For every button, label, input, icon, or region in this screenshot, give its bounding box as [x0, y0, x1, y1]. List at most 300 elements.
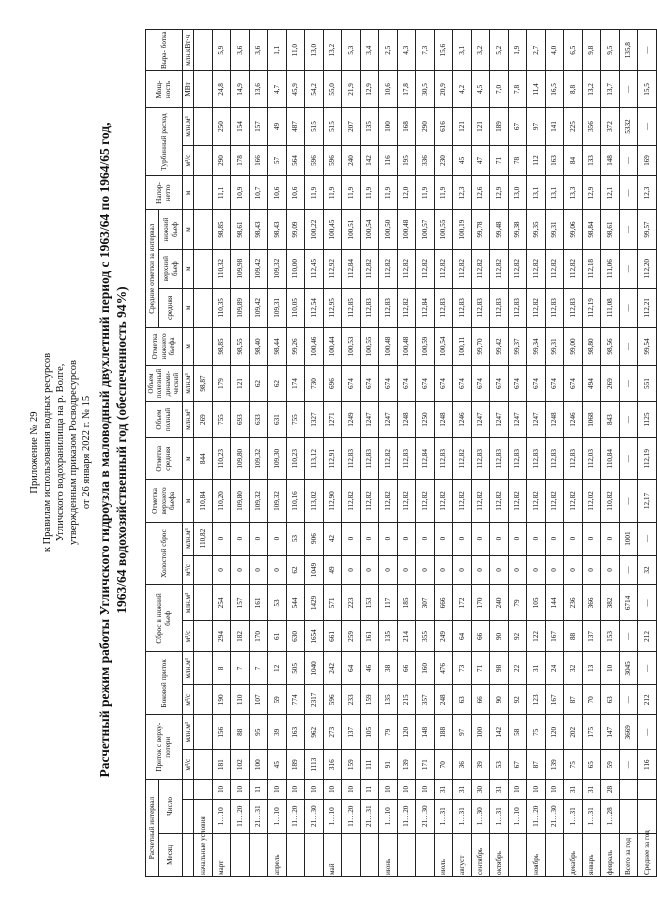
table-cell: 172: [453, 585, 472, 621]
table-cell: [194, 750, 213, 780]
table-cell: 9,5: [601, 30, 620, 71]
table-cell: 120: [397, 715, 416, 750]
table-cell: 515: [305, 108, 324, 145]
table-cell: 181: [212, 750, 231, 780]
table-body: [194, 30, 657, 877]
table-cell: 674: [471, 366, 490, 402]
table-cell: 3045: [619, 652, 638, 685]
table-row: [194, 30, 213, 877]
table-cell: 63: [453, 685, 472, 715]
table-cell: 135: [379, 685, 398, 715]
table-cell: 355: [416, 621, 435, 652]
table-cell: 112,83: [564, 438, 583, 480]
table-cell: 14,9: [231, 71, 250, 108]
table-cell: 15,5: [638, 71, 657, 108]
appendix-line: Угличского водохранилища на р. Волге,: [55, 363, 66, 542]
table-cell: 71: [471, 652, 490, 685]
unit-cell: м: [182, 176, 193, 210]
table-cell: 110,84: [194, 480, 213, 522]
table-cell: 0: [564, 555, 583, 585]
table-cell: 195: [397, 145, 416, 176]
table-cell: 112,82: [545, 480, 564, 522]
table-cell: 112,83: [342, 438, 361, 480]
table-cell: 112,18: [582, 249, 601, 288]
table-cell: 249: [434, 621, 453, 652]
table-cell: 49: [323, 555, 342, 585]
table-cell: 225: [564, 108, 583, 145]
appendix-line: к Правилам использования водных ресурсов: [42, 352, 53, 553]
unit-cell: млн.м³: [182, 402, 193, 438]
table-cell: 110: [231, 685, 250, 715]
table-cell: 11…20: [342, 799, 361, 833]
table-cell: 248: [434, 685, 453, 715]
table-cell: 157: [249, 108, 268, 145]
table-cell: 78: [508, 145, 527, 176]
table-cell: 28: [601, 780, 620, 800]
table-cell: 307: [416, 585, 435, 621]
table-cell: 551: [638, 366, 657, 402]
document-title: [96, 35, 130, 865]
table-cell: 166: [249, 145, 268, 176]
table-cell: 100,44: [323, 327, 342, 365]
table-row: [545, 30, 564, 877]
title-line: 1963/64 водохозяйственный год (обеспеченность 94%): [114, 286, 129, 614]
table-cell: —: [619, 210, 638, 249]
table-cell: 59: [268, 685, 287, 715]
table-cell: 112,82: [397, 249, 416, 288]
table-cell: 112,54: [305, 288, 324, 327]
table-cell: 11…20: [286, 799, 305, 833]
table-cell: 112,83: [564, 288, 583, 327]
table-cell: 188: [434, 715, 453, 750]
unit-cell: [182, 780, 193, 800]
table-cell: 97: [527, 108, 546, 145]
table-cell: 112,85: [342, 288, 361, 327]
table-cell: 5,3: [342, 30, 361, 71]
table-cell: 98,61: [601, 210, 620, 249]
table-cell: 154: [231, 108, 250, 145]
table-cell: [545, 833, 564, 876]
table-cell: 112,82: [564, 480, 583, 522]
table-cell: 64: [453, 621, 472, 652]
table-cell: 8: [212, 652, 231, 685]
table-cell: 112,84: [416, 288, 435, 327]
table-cell: 631: [268, 402, 287, 438]
table-cell: 112,83: [545, 438, 564, 480]
header-avg-level: Отметка средняя: [146, 438, 183, 480]
table-cell: 12,17: [638, 480, 657, 522]
table-cell: 290: [212, 145, 231, 176]
table-cell: 269: [601, 366, 620, 402]
table-cell: 112,03: [582, 438, 601, 480]
table-cell: 112,82: [379, 438, 398, 480]
header-interval: Расчетный интервал: [146, 780, 159, 877]
header-energy: Выра- ботка: [146, 30, 183, 71]
table-cell: 214: [397, 621, 416, 652]
table-cell: 4,3: [397, 30, 416, 71]
unit-cell: млн.кВт·ч: [182, 30, 193, 71]
table-cell: 21…30: [545, 799, 564, 833]
unit-cell: млн.м³: [182, 522, 193, 555]
table-cell: 3,6: [249, 30, 268, 71]
table-cell: 11,9: [342, 176, 361, 210]
table-cell: 596: [323, 145, 342, 176]
table-cell: —: [619, 366, 638, 402]
table-cell: 45: [453, 145, 472, 176]
table-cell: 1249: [342, 402, 361, 438]
table-cell: 674: [490, 366, 509, 402]
table-cell: [508, 833, 527, 876]
table-row: [508, 30, 527, 877]
table-row: [619, 30, 638, 877]
table-cell: 112,82: [360, 249, 379, 288]
table-cell: —: [638, 715, 657, 750]
table-cell: —: [619, 176, 638, 210]
table-cell: 4,0: [545, 30, 564, 71]
table-cell: 487: [286, 108, 305, 145]
table-cell: май: [323, 833, 342, 876]
table-cell: сентябрь: [471, 833, 490, 876]
table-cell: 100: [471, 715, 490, 750]
table-cell: [397, 833, 416, 876]
table-cell: 0: [582, 555, 601, 585]
table-cell: 906: [305, 522, 324, 555]
table-cell: 135: [360, 108, 379, 145]
table-cell: 99,54: [638, 327, 657, 365]
table-cell: 87: [564, 685, 583, 715]
table-row: [305, 30, 324, 877]
table-cell: 99,42: [490, 327, 509, 365]
table-cell: 0: [397, 555, 416, 585]
appendix-header: [28, 0, 93, 905]
table-cell: 112,83: [471, 288, 490, 327]
table-cell: 494: [582, 366, 601, 402]
table-cell: 13,3: [564, 176, 583, 210]
table-cell: март: [212, 833, 231, 876]
table-cell: [194, 108, 213, 145]
table-cell: 1654: [305, 621, 324, 652]
table-cell: 148: [416, 715, 435, 750]
table-cell: 336: [416, 145, 435, 176]
unit-cell: МВт: [182, 71, 193, 108]
table-cell: 105: [360, 715, 379, 750]
table-cell: 112,82: [434, 480, 453, 522]
table-cell: 99,09: [286, 210, 305, 249]
table-cell: 1247: [379, 402, 398, 438]
table-cell: 233: [342, 685, 361, 715]
table-cell: 1068: [582, 402, 601, 438]
table-cell: 112,84: [342, 249, 361, 288]
table-cell: —: [619, 480, 638, 522]
table-cell: 112,82: [416, 480, 435, 522]
table-row: [379, 30, 398, 877]
table-cell: август: [453, 833, 472, 876]
table-cell: 112,83: [471, 438, 490, 480]
table-cell: 1248: [397, 402, 416, 438]
table-cell: 123: [527, 685, 546, 715]
table-cell: 223: [342, 585, 361, 621]
table-cell: 212: [638, 621, 657, 652]
appendix-line: от 26 января 2022 г. № 15: [81, 395, 92, 510]
table-cell: 141: [545, 108, 564, 145]
table-cell: 24: [545, 652, 564, 685]
table-cell: 99,78: [471, 210, 490, 249]
table-row: [527, 30, 546, 877]
table-cell: 36: [453, 750, 472, 780]
table-cell: 0: [360, 522, 379, 555]
table-cell: 112,82: [564, 249, 583, 288]
table-cell: 0: [379, 555, 398, 585]
table-cell: 112,20: [638, 249, 657, 288]
table-cell: 110,16: [286, 480, 305, 522]
table-cell: 10,6: [268, 176, 287, 210]
table-cell: 1248: [545, 402, 564, 438]
table-cell: 111,06: [601, 249, 620, 288]
table-cell: 674: [564, 366, 583, 402]
table-cell: 7,8: [508, 71, 527, 108]
table-row: [471, 30, 490, 877]
table-cell: 161: [249, 585, 268, 621]
table-cell: 61: [268, 621, 287, 652]
table-row: [286, 30, 305, 877]
table-cell: 100,54: [434, 327, 453, 365]
table-cell: 0: [231, 522, 250, 555]
unit-cell: млн.м³: [182, 108, 193, 145]
table-cell: 1001: [619, 522, 638, 555]
table-cell: 12,9: [360, 71, 379, 108]
table-cell: 372: [601, 108, 620, 145]
table-cell: 73: [453, 652, 472, 685]
table-row: [601, 30, 620, 877]
table-cell: 515: [323, 108, 342, 145]
table-cell: 98,85: [212, 327, 231, 365]
table-cell: 250: [212, 108, 231, 145]
table-cell: 99,31: [545, 327, 564, 365]
table-cell: 32: [564, 652, 583, 685]
table-cell: 4,7: [268, 71, 287, 108]
table-cell: 160: [416, 652, 435, 685]
table-cell: —: [619, 327, 638, 365]
table-cell: 10: [416, 780, 435, 800]
table-cell: —: [619, 249, 638, 288]
table-cell: 0: [545, 555, 564, 585]
table-cell: 66: [397, 652, 416, 685]
table-cell: 674: [379, 366, 398, 402]
table-cell: 5332: [619, 108, 638, 145]
table-cell: 12,9: [490, 176, 509, 210]
table-cell: 55,0: [323, 71, 342, 108]
table-cell: 92: [508, 621, 527, 652]
table-cell: 49: [268, 108, 287, 145]
table-cell: —: [619, 621, 638, 652]
table-cell: 13,0: [305, 30, 324, 71]
table-cell: октябрь: [490, 833, 509, 876]
table-cell: 240: [490, 585, 509, 621]
table-cell: [194, 249, 213, 288]
table-cell: 112,90: [323, 480, 342, 522]
table-cell: 100,11: [453, 327, 472, 365]
table-cell: —: [619, 685, 638, 715]
table-cell: 65: [582, 750, 601, 780]
table-cell: 156: [212, 715, 231, 750]
table-cell: 564: [286, 145, 305, 176]
table-cell: 674: [342, 366, 361, 402]
table-cell: [194, 780, 213, 800]
table-cell: 121: [471, 108, 490, 145]
table-cell: 122: [527, 621, 546, 652]
table-cell: 100,55: [360, 327, 379, 365]
table-cell: 0: [508, 522, 527, 555]
header-avg: средняя: [159, 288, 182, 327]
table-cell: 121: [231, 366, 250, 402]
table-row: [434, 30, 453, 877]
table-cell: 99,37: [508, 327, 527, 365]
table-cell: 109,32: [249, 480, 268, 522]
table-cell: 544: [286, 585, 305, 621]
table-cell: 189: [286, 750, 305, 780]
table-cell: 112,82: [453, 480, 472, 522]
table-cell: 21…30: [416, 799, 435, 833]
table-cell: 98,61: [231, 210, 250, 249]
table-cell: 92: [508, 685, 527, 715]
table-row: [231, 30, 250, 877]
table-cell: 215: [397, 685, 416, 715]
table-cell: 755: [212, 402, 231, 438]
table-cell: 100,19: [453, 210, 472, 249]
table-cell: 269: [194, 402, 213, 438]
table-cell: 2,7: [527, 30, 546, 71]
table-cell: 0: [564, 522, 583, 555]
table-cell: 674: [545, 366, 564, 402]
table-cell: 11,9: [323, 176, 342, 210]
table-cell: 10,7: [249, 176, 268, 210]
table-cell: 202: [564, 715, 583, 750]
table-cell: 30,5: [416, 71, 435, 108]
table-cell: 95: [249, 715, 268, 750]
table-cell: июнь: [379, 833, 398, 876]
table-cell: 100,51: [342, 210, 361, 249]
table-cell: 112,82: [397, 288, 416, 327]
table-cell: 0: [268, 522, 287, 555]
table-cell: 163: [545, 145, 564, 176]
table-cell: 1247: [508, 402, 527, 438]
table-cell: 21…30: [305, 799, 324, 833]
table-cell: [416, 833, 435, 876]
title-line: Расчетный режим работы Угличского гидроузла в маловодный двухлетний период с 1963/64 по 1964/65 год,: [97, 122, 112, 778]
table-cell: 109,42: [249, 288, 268, 327]
table-cell: 112,19: [638, 438, 657, 480]
table-cell: 174: [286, 366, 305, 402]
table-cell: 1…31: [434, 799, 453, 833]
table-cell: 3,4: [360, 30, 379, 71]
table-cell: 0: [490, 555, 509, 585]
table-cell: 99,31: [545, 210, 564, 249]
table-cell: 10,6: [286, 176, 305, 210]
table-row: [638, 30, 657, 877]
unit-cell: [182, 799, 193, 833]
table-cell: 0: [342, 522, 361, 555]
table-cell: 1327: [305, 402, 324, 438]
table-cell: 10: [508, 780, 527, 800]
table-cell: 11,4: [527, 71, 546, 108]
table-cell: 112,91: [323, 438, 342, 480]
table-cell: 0: [249, 555, 268, 585]
table-cell: 109,89: [231, 288, 250, 327]
table-cell: 1246: [564, 402, 583, 438]
table-cell: 0: [434, 555, 453, 585]
table-cell: 109,30: [268, 438, 287, 480]
table-cell: 230: [434, 145, 453, 176]
table-cell: 13,2: [582, 71, 601, 108]
table-cell: 169: [638, 145, 657, 176]
table-cell: 476: [434, 652, 453, 685]
table-cell: 98,55: [231, 327, 250, 365]
table-cell: 10: [379, 780, 398, 800]
table-cell: 112,83: [527, 438, 546, 480]
table-cell: 159: [342, 750, 361, 780]
table-cell: 571: [323, 585, 342, 621]
table-cell: 112,84: [416, 438, 435, 480]
table-cell: 99,35: [527, 210, 546, 249]
table-cell: 113,12: [305, 438, 324, 480]
table-cell: 0: [471, 555, 490, 585]
table-cell: 98,43: [249, 210, 268, 249]
table-cell: 98,85: [212, 210, 231, 249]
table-cell: 12,0: [397, 176, 416, 210]
table-cell: 0: [342, 555, 361, 585]
table-cell: 112,82: [453, 249, 472, 288]
table-cell: 1…31: [564, 799, 583, 833]
table-cell: 117: [379, 585, 398, 621]
table-cell: 596: [305, 145, 324, 176]
table-cell: 112,82: [453, 438, 472, 480]
table-cell: 70: [582, 685, 601, 715]
header-discharge: Сброс в нижний бьеф: [146, 585, 183, 652]
table-cell: 46: [360, 652, 379, 685]
table-cell: 53: [268, 585, 287, 621]
table-cell: февраль: [601, 833, 620, 876]
table-cell: 112,83: [490, 438, 509, 480]
table-row: [397, 30, 416, 877]
table-cell: 0: [231, 555, 250, 585]
table-cell: 1429: [305, 585, 324, 621]
table-cell: 774: [286, 685, 305, 715]
regime-table: [145, 29, 657, 877]
table-cell: 259: [342, 621, 361, 652]
table-cell: 159: [360, 685, 379, 715]
table-cell: 110,05: [286, 288, 305, 327]
table-cell: 112: [527, 145, 546, 176]
table-cell: 112,82: [471, 249, 490, 288]
table-cell: 111: [360, 750, 379, 780]
table-cell: 112,95: [323, 288, 342, 327]
table-cell: 844: [194, 438, 213, 480]
table-cell: 110,82: [194, 522, 213, 555]
table-cell: 616: [434, 108, 453, 145]
table-cell: 109,80: [231, 438, 250, 480]
table-cell: 0: [434, 522, 453, 555]
table-row: [490, 30, 509, 877]
table-cell: 112,19: [582, 288, 601, 327]
table-cell: 45,9: [286, 71, 305, 108]
table-cell: 0: [212, 555, 231, 585]
header-low-level: Отметка нижнего бьефа: [146, 327, 183, 365]
table-cell: 170: [471, 585, 490, 621]
table-cell: 112,83: [490, 288, 509, 327]
table-cell: 112,82: [397, 480, 416, 522]
table-cell: 21…31: [249, 799, 268, 833]
table-cell: Всего за год: [619, 833, 638, 876]
